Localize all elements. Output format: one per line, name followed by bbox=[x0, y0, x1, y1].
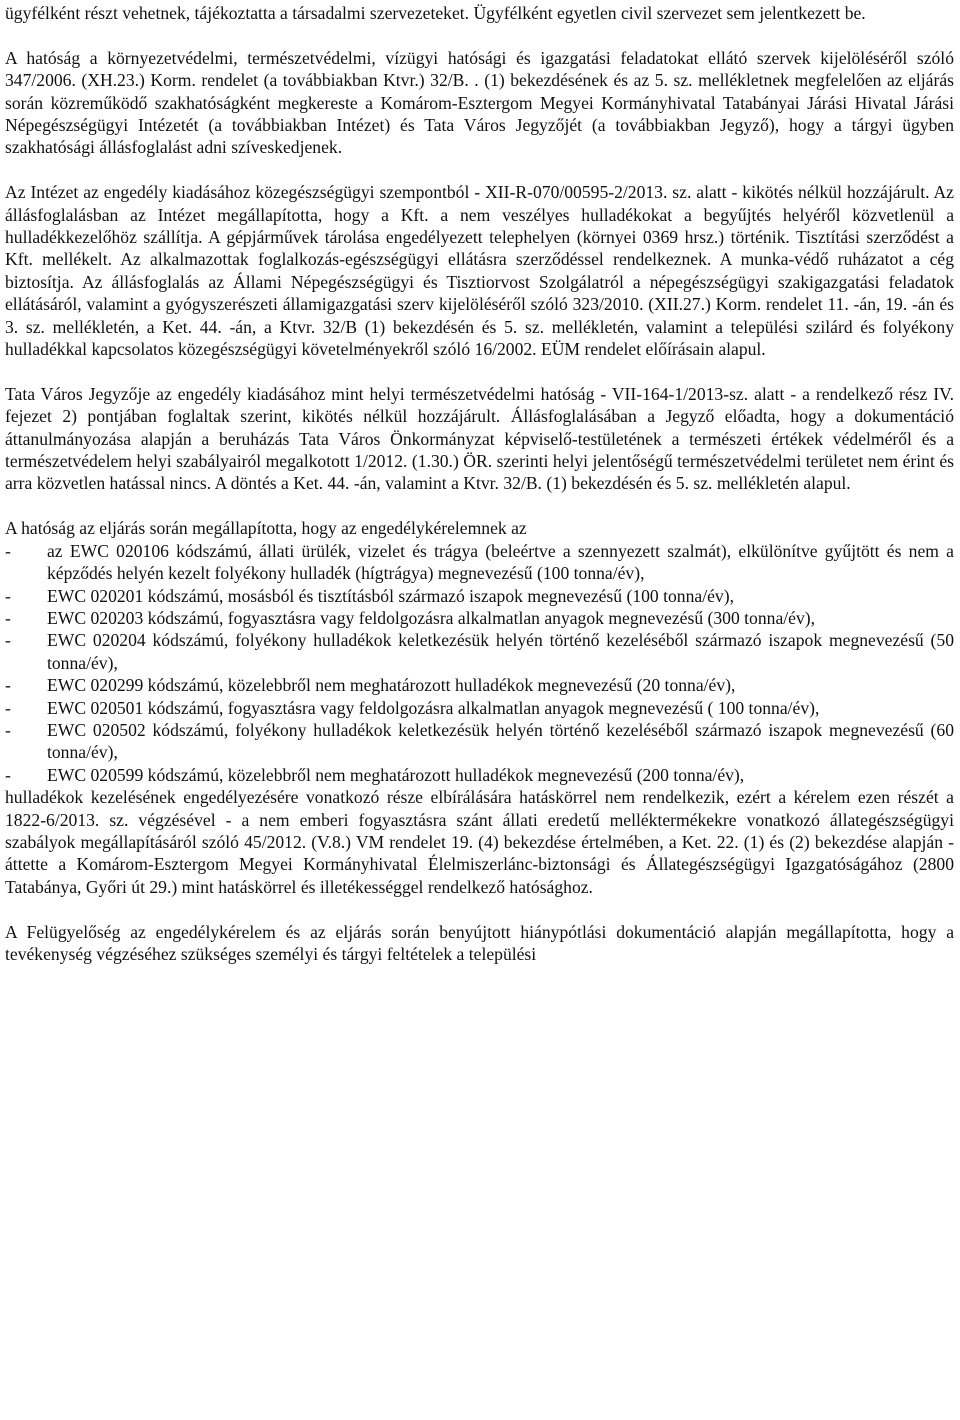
list-item bbox=[5, 764, 954, 786]
list-item-text: EWC 020201 kódszámú, mosásból és tisztításból származó iszapok megnevezésű (100 tonna/év), bbox=[47, 585, 734, 606]
list-item bbox=[5, 629, 954, 674]
list-dash: - bbox=[5, 630, 11, 651]
paragraph-gap bbox=[5, 495, 954, 517]
list-item-text: az EWC 020106 kódszámú, állati ürülék, vizelet és trágya (beleértve a szennyezett szalmát), elkülönítve gyűjtött és nem a képződés helyén kezelt folyékony hulladék (hígtrágya) megnevezésű (100 tonna/év), bbox=[47, 540, 954, 584]
waste-code-list bbox=[5, 540, 954, 786]
paragraph-gap bbox=[5, 898, 954, 920]
list-dash: - bbox=[5, 675, 11, 696]
list-item-text: EWC 020203 kódszámú, fogyasztásra vagy feldolgozásra alkalmatlan anyagok megnevezésű (300 tonna/év), bbox=[47, 607, 815, 628]
paragraph-gap bbox=[5, 24, 954, 46]
list-item-text: EWC 020204 kódszámú, folyékony hulladékok keletkezésük helyén történő kezeléséből származó iszapok megnevezésű (50 tonna/év), bbox=[47, 630, 954, 673]
list-item bbox=[5, 697, 954, 719]
paragraph-gap bbox=[5, 360, 954, 382]
list-item bbox=[5, 674, 954, 696]
paragraph-institute-opinion: Az Intézet az engedély kiadásához közegészségügyi szempontból - XII-R-070/00595-2/2013. sz. alatt - kikötés nélkül hozzájárult. Az állásfoglalásban az Intézet megállapította, hogy a Kft. a nem veszélyes hulladékokat a begyűjtés helyéről közvetlenül a hulladékkezelőhöz szállítja. A gépjárművek tárolása engedélyezett telephelyen (környei 0369 hrsz.) történik. Tisztítási szerződést a Kft. mellékelt. Az alkalmazottak foglalkozás-egészségügyi ellátásra szerződéssel rendelkeznek. A munka-védő ruházatot a cég biztosítja. Az állásfoglalás az Állami Népegészségügyi és Tisztiorvost Szolgálatról a népegészségügyi szakigazgatási feladatok ellátásáról, valamint a gyógyszerészeti államigazgatási szerv kijelöléséről szóló 323/2010. (XII.27.) Korm. rendelet 11. -án, 19. -án és 3. sz. mellékletén, a Ket. 44. -án, a Ktvr. 32/B (1) bekezdésén és 5. sz. mellékletén, valamint a települési szilárd és folyékony hulladékkal kapcsolatos közegészségügyi követelményekről szóló 16/2002. EÜM rendelet előírásain alapul. bbox=[5, 182, 954, 360]
paragraph-authority-request: A hatóság a környezetvédelmi, természetvédelmi, vízügyi hatósági és igazgatási feladatokat ellátó szervek kijelöléséről szóló 347/2006. (XH.23.) Korm. rendelet (a továbbiakban Ktvr.) 32/B. . (1) bekezdésének és az 5. sz. mellékletnek megfelelően az eljárás során közreműködő szakhatóságként megkereste a Komárom-Esztergom Megyei Kormányhivatal Tatabányai Járási Hivatal Járási Népegészségügyi Intézetét (a továbbiakban Intézet) és Tata Város Jegyzőjét (a továbbiakban Jegyző), hogy a tárgyi ügyben szakhatósági állásfoglalást adni szíveskedjenek. bbox=[5, 47, 954, 158]
list-dash: - bbox=[5, 540, 11, 561]
list-item bbox=[5, 607, 954, 629]
list-dash: - bbox=[5, 719, 11, 740]
paragraph-inspectorate-finding: A Felügyelőség az engedélykérelem és az eljárás során benyújtott hiánypótlási dokumentáció alapján megállapította, hogy a tevékenység végzéséhez szükséges személyi és tárgyi feltételek a települési bbox=[5, 921, 954, 964]
list-dash: - bbox=[5, 697, 11, 718]
list-item bbox=[5, 540, 954, 585]
list-dash: - bbox=[5, 607, 11, 628]
list-item-text: EWC 020501 kódszámú, fogyasztásra vagy feldolgozásra alkalmatlan anyagok megnevezésű ( 100 tonna/év), bbox=[47, 697, 820, 718]
list-item-text: EWC 020599 kódszámú, közelebbről nem meghatározott hulladékok megnevezésű (200 tonna/év), bbox=[47, 764, 745, 785]
list-item-text: EWC 020502 kódszámú, folyékony hulladékok keletkezésük helyén történő kezeléséből származó iszapok megnevezésű (60 tonna/év), bbox=[47, 719, 954, 763]
paragraph-gap bbox=[5, 159, 954, 181]
paragraph-notary-opinion: Tata Város Jegyzője az engedély kiadásához mint helyi természetvédelmi hatóság - VII-164-1/2013-sz. alatt - a rendelkező rész IV. fejezet 2) pontjában foglaltak szerint, kikötés nélkül hozzájárult. Állásfoglalásában a Jegyző előadta, hogy a dokumentáció áttanulmányozása alapján a beruházás Tata Város Önkormányzat képviselő-testületének a természeti értékek védelméről és a természetvédelem helyi szabályairól megalkotott 1/2012. (1.30.) ÖR. szerinti helyi jelentőségű természetvédelmi területet nem érint és arra közvetlen hatással nincs. A döntés a Ket. 44. -án, valamint a Ktvr. 32/B. (1) bekezdésén és 5. sz. mellékletén alapul. bbox=[5, 383, 954, 494]
paragraph-authority-finding: A hatóság az eljárás során megállapította, hogy az engedélykérelemnek az bbox=[5, 518, 527, 539]
paragraph-referral: hulladékok kezelésének engedélyezésére vonatkozó része elbírálására hatáskörrel nem rendelkezik, ezért a kérelem ezen részét a 1822-6/2013. sz. végzésével - a nem emberi fogyasztásra szánt állati eredetű melléktermékekre vonatkozó állategészségügyi szabályok megállapításáról szóló 45/2012. (V.8.) VM rendelet 19. (4) bekezdése értelmében, a Ket. 22. (1) és (2) bekezdése alapján - áttette a Komárom-Esztergom Megyei Kormányhivatal Élelmiszerlánc-biztonsági és Állategészségügyi Igazgatóságához (2800 Tatabánya, Győri út 29.) mint hatáskörrel és illetékességgel rendelkező hatósághoz. bbox=[5, 787, 954, 897]
paragraph-civil-organizations: ügyfélként részt vehetnek, tájékoztatta a társadalmi szervezeteket. Ügyfélként egyetlen civil szervezet sem jelentkezett be. bbox=[5, 3, 866, 23]
list-item bbox=[5, 719, 954, 764]
list-item bbox=[5, 585, 954, 607]
list-dash: - bbox=[5, 585, 11, 606]
list-item-text: EWC 020299 kódszámú, közelebbről nem meghatározott hulladékok megnevezésű (20 tonna/év), bbox=[47, 675, 736, 696]
list-dash: - bbox=[5, 764, 11, 785]
